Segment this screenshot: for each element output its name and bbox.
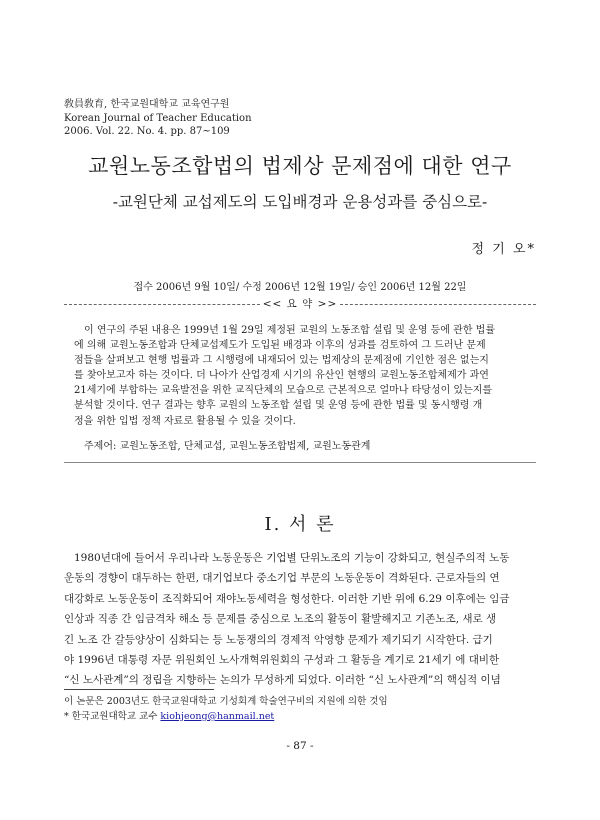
- abstract-line: 분석할 것이다. 연구 결과는 향후 교원의 노동조합 설립 및 운영 등에 관한 법률 및 동시행령 개: [74, 400, 483, 412]
- page-number: - 87 -: [286, 740, 314, 752]
- keywords-divider: [64, 462, 536, 463]
- abstract-heading: [64, 297, 536, 311]
- journal-name-korean: 敎員敎育, 한국교원대학교 교육연구원: [64, 99, 230, 110]
- footnote-author: [64, 709, 388, 724]
- body-line: 대강화로 노동운동이 조직화되어 재야노동세력을 형성한다. 이러한 기반 위에 6.29 이후에는 임금: [64, 592, 510, 605]
- journal-volume: 2006. Vol. 22. No. 4. pp. 87~109: [64, 126, 230, 137]
- journal-info: [64, 98, 252, 139]
- body-line: 운동의 경향이 대두하는 한편, 대기업보다 중소기업 부문의 노동운동이 격화된다. 근로자들의 연: [64, 572, 500, 585]
- body-line: 인상과 직종 간 임금격차 해소 등 문제를 중심으로 노조의 활동이 활발해지고 기존노조, 새로 생: [64, 613, 497, 626]
- body-line: 야 1996년 대통령 자문 위원회인 노사개혁위원회의 구성과 그 활동을 계기로 21세기 에 대비한: [64, 653, 500, 666]
- footnotes: [64, 694, 388, 724]
- journal-name-english: Korean Journal of Teacher Education: [64, 112, 252, 124]
- section-heading: Ⅰ. 서 론: [264, 514, 336, 535]
- body-line: 긴 노조 간 갈등양상이 심화되는 등 노동쟁의의 경제적 악영향 문제가 제기되기 시작한다. 급기: [64, 633, 493, 646]
- submission-dates: 접수 2006년 9월 10일/ 수정 2006년 12월 19일/ 승인 2006년 12월 22일: [133, 282, 467, 293]
- abstract-heading-label: << 요 약 >>: [262, 298, 338, 310]
- footnote-divider: [64, 689, 214, 690]
- keywords: 주제어: 교원노동조합, 단체교섭, 교원노동조합법제, 교원노동관계: [84, 441, 371, 452]
- body-line: 1980년대에 들어서 우리나라 노동운동은 기업별 단위노조의 기능이 강화되고, 현실주의적 노동: [74, 552, 510, 564]
- abstract-heading-rule-right: [340, 304, 536, 305]
- author-email-link[interactable]: kiohjeong@hanmail.net: [160, 711, 275, 722]
- body-text: [64, 548, 536, 691]
- paper-title: 교원노동조합법의 법제상 문제점에 대한 연구: [88, 154, 512, 178]
- abstract-line: 에 의해 교원노동조합과 단체교섭제도가 도입된 배경과 이후의 성과를 검토하여 그 드러난 문제: [74, 340, 486, 352]
- abstract-line: 21세기에 부합하는 교육발전을 위한 교직단체의 모습으로 근본적으로 얼마나 타당성이 있는지를: [74, 385, 493, 397]
- abstract-line: 이 연구의 주된 내용은 1999년 1월 29일 제정된 교원의 노동조합 설립 및 운영 등에 관한 법률: [84, 325, 495, 336]
- author-name: 정 기 오*: [471, 242, 536, 257]
- footnote-author-affiliation: * 한국교원대학교 교수: [64, 711, 161, 722]
- abstract-line: 를 찾아보고자 하는 것이다. 더 나아가 산업경제 시기의 유산인 현행의 교원노동조합체제가 과연: [74, 370, 489, 382]
- abstract-body: [74, 323, 526, 429]
- footnote-funding: 이 논문은 2003년도 한국교원대학교 기성회계 학술연구비의 지원에 의한 것임: [64, 696, 388, 707]
- body-line: “신 노사관계”의 정립을 지향하는 논의가 무성하게 되었다. 이러한 “신 노사관계”의 핵심적 이념: [64, 674, 501, 687]
- abstract-line: 정을 위한 입법 정책 자료로 활용될 수 있을 것이다.: [74, 415, 296, 427]
- abstract-line: 점들을 살펴보고 현행 법률과 그 시행령에 내재되어 있는 법제상의 문제점에 기인한 점은 없는지: [74, 355, 489, 367]
- paper-subtitle: -교원단체 교섭제도의 도입배경과 운용성과를 중심으로-: [112, 193, 488, 211]
